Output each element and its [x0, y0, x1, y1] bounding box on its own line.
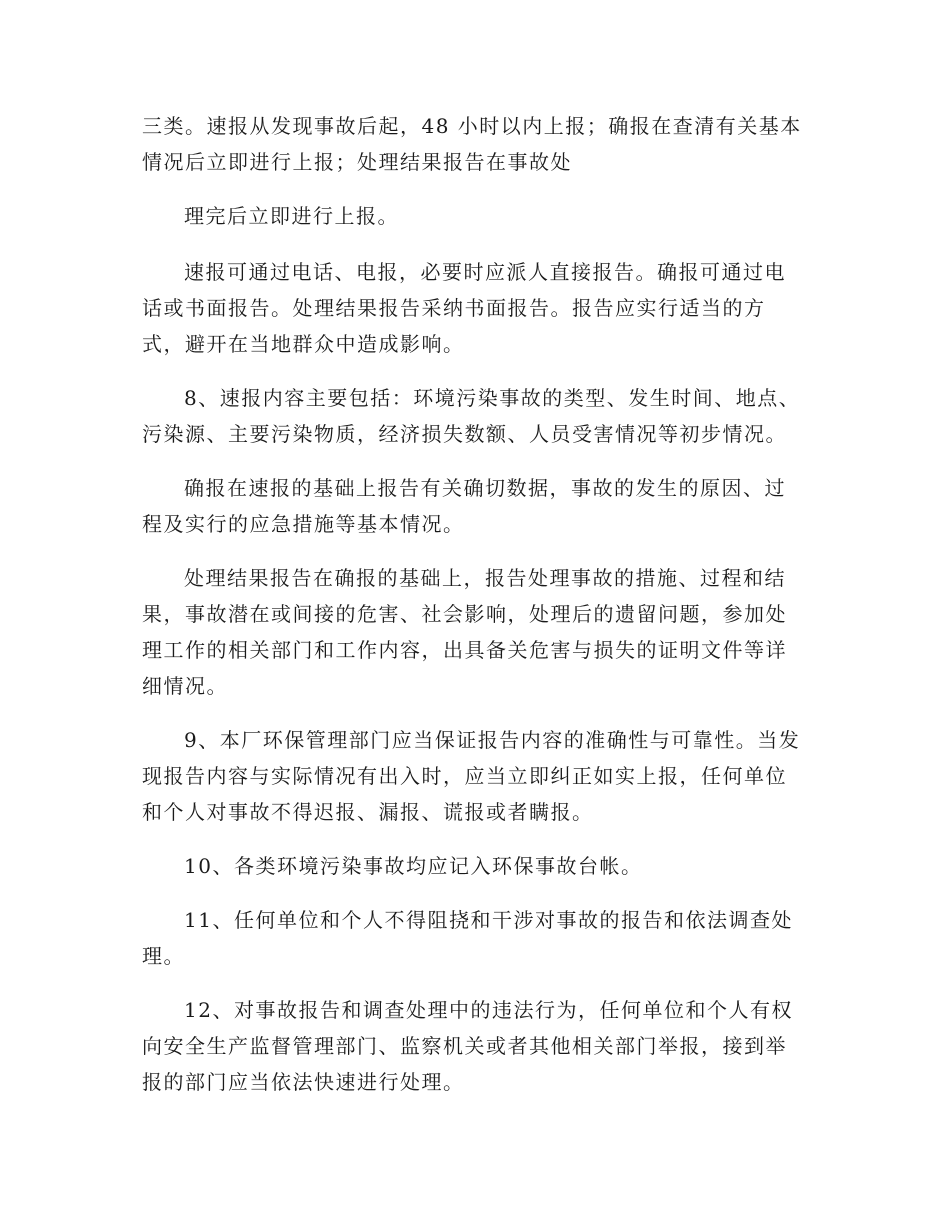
paragraph-report-methods: [142, 254, 807, 362]
paragraph-item-11: [142, 902, 807, 974]
paragraph-item-9: [142, 722, 807, 830]
text-line: 8、速报内容主要包括：环境污染事故的类型、发生时间、地点、: [184, 386, 801, 410]
text-line: 处理结果报告在确报的基础上，报告处理事故的措施、过程和结: [184, 566, 786, 590]
paragraph-report-completion: [142, 198, 807, 234]
text-line: 三类。速报从发现事故后起，48 小时以内上报；确报在查清有关基本: [142, 114, 802, 138]
text-line: 速报可通过电话、电报，必要时应派人直接报告。确报可通过电: [184, 260, 786, 284]
text-line: 程及实行的应急措施等基本情况。: [142, 512, 465, 536]
text-line: 话或书面报告。处理结果报告采纳书面报告。报告应实行适当的方: [142, 296, 766, 320]
text-line: 果，事故潜在或间接的危害、社会影响，处理后的遗留问题，参加处: [142, 602, 787, 626]
paragraph-item-8: [142, 380, 807, 452]
text-line: 12、对事故报告和调查处理中的违法行为，任何单位和个人有权: [184, 998, 793, 1022]
text-line: 向安全生产监督管理部门、监察机关或者其他相关部门举报，接到举: [142, 1034, 787, 1058]
paragraph-confirm-report: [142, 470, 807, 542]
text-line: 理完后立即进行上报。: [184, 204, 399, 228]
text-line: 污染源、主要污染物质，经济损失数额、人员受害情况等初步情况。: [142, 422, 787, 446]
paragraph-item-10: [142, 848, 807, 884]
text-line: 理工作的相关部门和工作内容，出具备关危害与损失的证明文件等详: [142, 638, 787, 662]
text-line: 细情况。: [142, 674, 228, 698]
text-line: 式，避开在当地群众中造成影响。: [142, 332, 465, 356]
paragraph-report-types: [142, 108, 807, 180]
paragraph-result-report: [142, 560, 807, 704]
text-line: 10、各类环境污染事故均应记入环保事故台帐。: [184, 854, 643, 878]
text-line: 确报在速报的基础上报告有关确切数据，事故的发生的原因、过: [184, 476, 786, 500]
text-line: 现报告内容与实际情况有出入时，应当立即纠正如实上报，任何单位: [142, 764, 787, 788]
text-line: 情况后立即进行上报；处理结果报告在事故处: [142, 150, 572, 174]
paragraph-item-12: [142, 992, 807, 1100]
text-line: 报的部门应当依法快速进行处理。: [142, 1070, 465, 1094]
text-line: 理。: [142, 944, 185, 968]
text-line: 和个人对事故不得迟报、漏报、谎报或者瞒报。: [142, 800, 594, 824]
text-line: 9、本厂环保管理部门应当保证报告内容的准确性与可靠性。当发: [184, 728, 801, 752]
text-line: 11、任何单位和个人不得阻挠和干涉对事故的报告和依法调查处: [184, 908, 793, 932]
